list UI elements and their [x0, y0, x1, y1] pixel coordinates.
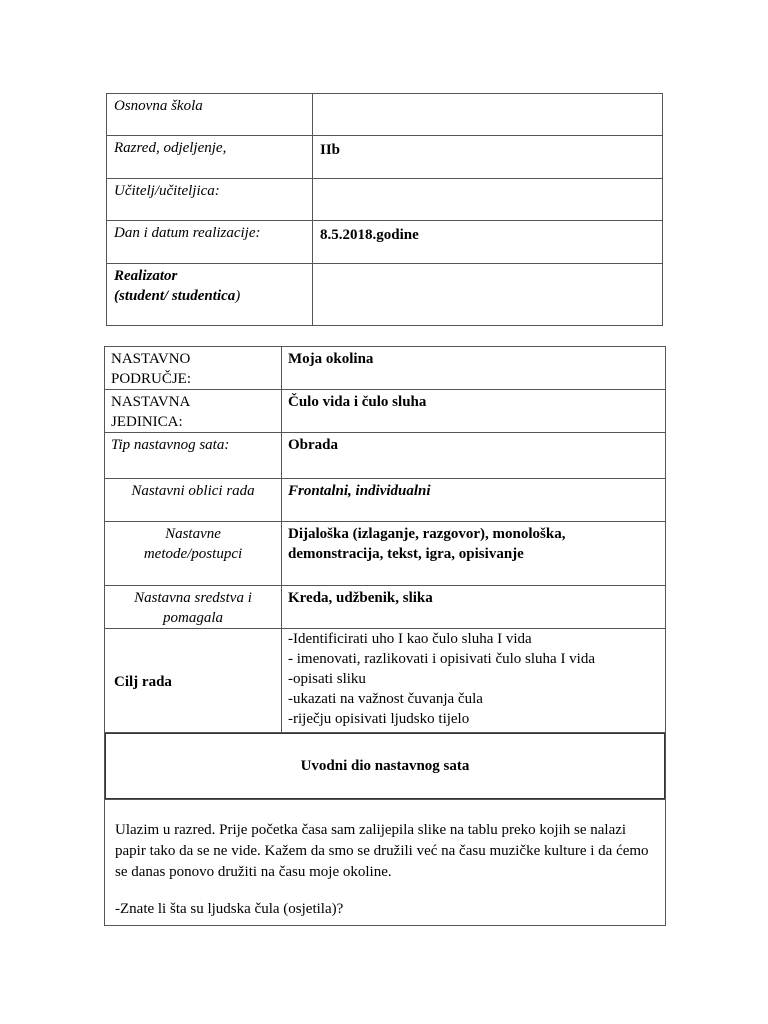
goal-list — [282, 629, 666, 733]
realizator-sub-label: (student/ studentica — [114, 288, 236, 304]
intro-question: -Znate li šta su ljudska čula (osjetila)? — [115, 901, 344, 917]
section-header-cell — [105, 733, 666, 800]
date-value: 8.5.2018.godine — [313, 221, 663, 264]
realizator-label: Realizator — [114, 268, 178, 284]
table-row — [105, 629, 666, 733]
list-item: - imenovati, razlikovati i opisivati čulo sluha I vida — [288, 651, 596, 667]
table-row — [107, 221, 663, 264]
work-forms-label: Nastavni oblici rada — [105, 479, 282, 522]
unit-label-line1: NASTAVNA — [111, 394, 191, 410]
teacher-value — [313, 179, 663, 221]
class-label: Razred, odjeljenje, — [107, 136, 313, 179]
area-label-line2: PODRUČJE: — [111, 371, 192, 387]
table-row — [105, 433, 666, 479]
realizator-paren: ) — [235, 288, 241, 304]
school-value — [313, 94, 663, 136]
list-item: -opisati sliku — [288, 671, 366, 687]
unit-label-cell — [105, 390, 282, 433]
lesson-plan-table — [104, 346, 666, 926]
list-item: -riječju opisivati ljudsko tijelo — [288, 711, 470, 727]
list-item: -Identificirati uho I kao čulo sluha I vida — [288, 631, 532, 647]
table-row — [105, 800, 666, 926]
resources-label-line1: Nastavna sredstva i — [134, 590, 252, 606]
table-row — [105, 479, 666, 522]
unit-value: Čulo vida i čulo sluha — [282, 390, 666, 433]
resources-label-cell — [105, 586, 282, 629]
methods-value-line2: demonstracija, tekst, igra, opisivanje — [288, 546, 524, 562]
school-info-table — [106, 93, 663, 326]
unit-label-line2: JEDINICA: — [111, 414, 183, 430]
table-row — [107, 264, 663, 326]
table-row — [105, 347, 666, 390]
methods-value-cell — [282, 522, 666, 586]
methods-label-line1: Nastavne — [165, 526, 221, 542]
date-label: Dan i datum realizacije: — [107, 221, 313, 264]
resources-label-line2: pomagala — [163, 610, 223, 626]
intro-text-cell — [105, 800, 666, 926]
area-label-cell — [105, 347, 282, 390]
methods-label-cell — [105, 522, 282, 586]
goal-label: Cilj rada — [105, 629, 282, 733]
section-title: Uvodni dio nastavnog sata — [105, 733, 665, 799]
work-forms-value: Frontalni, individualni — [282, 479, 666, 522]
realizator-label-cell — [107, 264, 313, 326]
methods-value-line1: Dijaloška (izlaganje, razgovor), monološka, — [288, 526, 566, 542]
intro-paragraph: Ulazim u razred. Prije početka časa sam zalijepila slike na tablu preko kojih se nalazi papir tako da se ne vide. Kažem da smo se družili već na času muzičke kulture i da ćemo se danas ponovo družiti na času moje okoline. — [115, 822, 649, 880]
area-value: Moja okolina — [282, 347, 666, 390]
teacher-label: Učitelj/učiteljica: — [107, 179, 313, 221]
lesson-type-value: Obrada — [282, 433, 666, 479]
table-row — [107, 94, 663, 136]
table-row — [107, 136, 663, 179]
realizator-value — [313, 264, 663, 326]
table-row — [105, 586, 666, 629]
table-row — [105, 390, 666, 433]
table-row — [107, 179, 663, 221]
list-item: -ukazati na važnost čuvanja čula — [288, 691, 483, 707]
resources-value: Kreda, udžbenik, slika — [282, 586, 666, 629]
area-label-line1: NASTAVNO — [111, 351, 191, 367]
school-label: Osnovna škola — [107, 94, 313, 136]
table-row — [105, 733, 666, 800]
class-value: IIb — [313, 136, 663, 179]
table-row — [105, 522, 666, 586]
lesson-type-label: Tip nastavnog sata: — [105, 433, 282, 479]
methods-label-line2: metode/postupci — [143, 546, 243, 562]
